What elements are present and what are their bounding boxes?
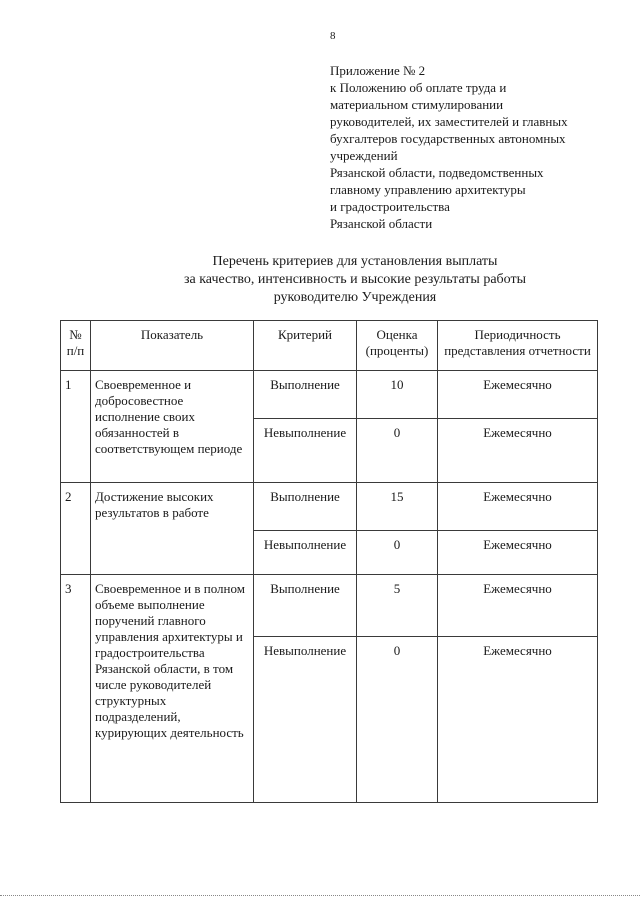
row-score: 0 bbox=[357, 637, 438, 803]
row-period: Ежемесячно bbox=[438, 575, 598, 637]
header-score: Оценка (проценты) bbox=[357, 321, 438, 371]
appendix-line: учреждений bbox=[330, 148, 398, 163]
criteria-table bbox=[60, 320, 598, 803]
row-criterion: Выполнение bbox=[254, 371, 357, 419]
row-criterion: Невыполнение bbox=[254, 419, 357, 483]
row-criterion: Выполнение bbox=[254, 575, 357, 637]
table-header-row bbox=[61, 321, 598, 371]
appendix-line: Рязанской области bbox=[330, 216, 433, 231]
appendix-line: Рязанской области, подведомственных bbox=[330, 165, 544, 180]
row-score: 0 bbox=[357, 419, 438, 483]
row-period: Ежемесячно bbox=[438, 483, 598, 531]
header-period: Периодичность представления отчетности bbox=[438, 321, 598, 371]
row-score: 10 bbox=[357, 371, 438, 419]
row-num: 1 bbox=[61, 371, 91, 483]
row-indicator: Своевременное и добросовестное исполнение своих обязанностей в соответствующем периоде bbox=[91, 371, 254, 483]
row-period: Ежемесячно bbox=[438, 419, 598, 483]
table-row bbox=[61, 575, 598, 637]
document-title bbox=[150, 253, 560, 307]
row-period: Ежемесячно bbox=[438, 371, 598, 419]
appendix-line: материальном стимулировании bbox=[330, 97, 504, 112]
title-line: Перечень критериев для установления выплаты bbox=[212, 254, 498, 269]
header-indicator: Показатель bbox=[91, 321, 254, 371]
row-num: 2 bbox=[61, 483, 91, 575]
appendix-line: Приложение № 2 bbox=[330, 63, 426, 78]
row-indicator: Достижение высоких результатов в работе bbox=[91, 483, 254, 575]
row-score: 5 bbox=[357, 575, 438, 637]
row-period: Ежемесячно bbox=[438, 531, 598, 575]
appendix-header bbox=[330, 62, 630, 232]
appendix-line: и градостроительства bbox=[330, 199, 450, 214]
header-criterion: Критерий bbox=[254, 321, 357, 371]
row-score: 15 bbox=[357, 483, 438, 531]
row-score: 0 bbox=[357, 531, 438, 575]
row-criterion: Выполнение bbox=[254, 483, 357, 531]
page-bottom-divider bbox=[0, 895, 640, 896]
row-period: Ежемесячно bbox=[438, 637, 598, 803]
title-line: за качество, интенсивность и высокие результаты работы bbox=[183, 272, 527, 287]
appendix-line: к Положению об оплате труда и bbox=[330, 80, 507, 95]
table-row bbox=[61, 371, 598, 419]
appendix-line: главному управлению архитектуры bbox=[330, 182, 526, 197]
table-row bbox=[61, 483, 598, 531]
appendix-line: руководителей, их заместителей и главных bbox=[330, 114, 568, 129]
row-criterion: Невыполнение bbox=[254, 531, 357, 575]
row-criterion: Невыполнение bbox=[254, 637, 357, 803]
title-line: руководителю Учреждения bbox=[273, 290, 437, 305]
header-num: № п/п bbox=[61, 321, 91, 371]
row-num: 3 bbox=[61, 575, 91, 803]
appendix-line: бухгалтеров государственных автономных bbox=[330, 131, 566, 146]
row-indicator: Своевременное и в полном объеме выполнение поручений главного управления архитектуры и градостроительства Рязанской области, в том числе руководителей структурных подразделений, курирующих деятельность bbox=[91, 575, 254, 803]
page-number: 8 bbox=[330, 30, 336, 42]
